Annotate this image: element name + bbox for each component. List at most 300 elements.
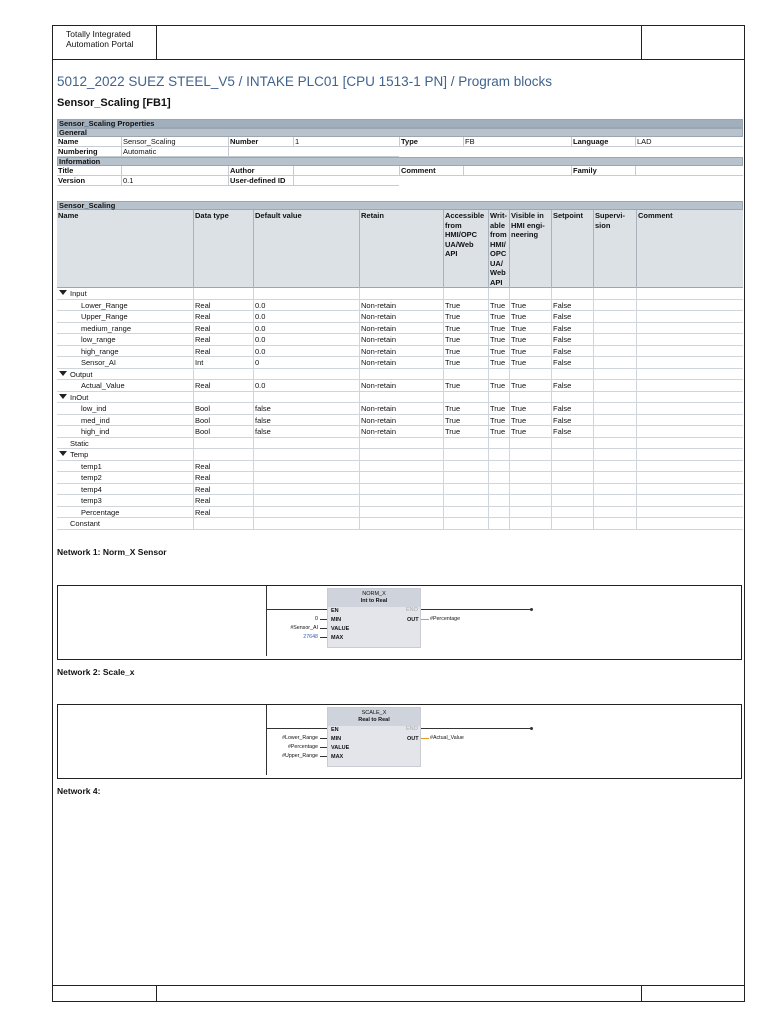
cell-default [253,449,359,461]
cell-setpoint: False [551,300,593,312]
cell-visible [509,472,551,484]
cell-writable [488,392,509,404]
cell-setpoint [551,518,593,530]
interface-section-row [57,288,743,300]
user-defined-id-value [293,176,399,186]
cell-visible: True [509,311,551,323]
cell-setpoint [551,392,593,404]
cell-comment [636,461,743,473]
cell-visible: True [509,415,551,427]
cell-accessible [443,507,488,519]
user-defined-id-label: User-defined ID [228,176,293,186]
cell-supervision [593,380,636,392]
comment-label: Comment [399,166,463,176]
cell-writable: True [488,403,509,415]
cell-datatype: Real [193,507,253,519]
cell-retain: Non-retain [359,334,443,346]
cell-setpoint [551,461,593,473]
interface-section-row [57,369,743,381]
cell-supervision [593,323,636,335]
properties-title: Sensor_Scaling Properties [57,119,743,128]
cell-supervision [593,484,636,496]
cell-default [253,484,359,496]
cell-setpoint [551,288,593,300]
comment-value [463,166,571,176]
cell-retain: Non-retain [359,403,443,415]
section-label: Input [70,289,87,298]
cell-writable [488,288,509,300]
cell-writable: True [488,415,509,427]
cell-accessible [443,484,488,496]
min-stub [320,619,327,620]
cell-setpoint [551,438,593,450]
cell-default [253,438,359,450]
section-label: Output [70,369,93,379]
cell-accessible [443,288,488,300]
min-pin: MIN [331,736,342,742]
cell-visible [509,449,551,461]
network-1-title: Network 1: Norm_X Sensor [57,547,167,557]
cell-datatype: Real [193,461,253,473]
cell-retain [359,288,443,300]
cell-supervision [593,426,636,438]
cell-name: med_ind [81,415,110,425]
cell-datatype: Bool [193,426,253,438]
table-row [57,426,743,438]
min-pin: MIN [331,617,342,623]
value-pin: VALUE [331,626,350,632]
cell-comment [636,369,743,381]
out-argument[interactable]: #Percentage [430,616,461,622]
author-value [293,166,399,176]
name-value: Sensor_Scaling [121,137,228,147]
cell-accessible [443,392,488,404]
max-pin: MAX [331,635,344,641]
cell-default: 0.0 [253,311,359,323]
table-row [57,518,743,530]
collapse-triangle-icon[interactable] [59,394,67,399]
language-value: LAD [635,137,743,147]
product-line-2: Automation Portal [66,39,134,49]
cell-default: 0.0 [253,346,359,358]
cell-default [253,461,359,473]
cell-supervision [593,507,636,519]
col-retain: Retain [359,210,443,288]
cell-default: false [253,426,359,438]
cell-retain: Non-retain [359,426,443,438]
value-pin: VALUE [331,745,350,751]
project-path-title: 5012_2022 SUEZ STEEL_V5 / INTAKE PLC01 [CPU 1513-1 PN] / Program blocks [57,74,552,89]
cell-default [253,507,359,519]
cell-comment [636,357,743,369]
collapse-triangle-icon[interactable] [59,451,67,456]
cell-visible: True [509,346,551,358]
cell-supervision [593,518,636,530]
cell-setpoint [551,472,593,484]
cell-visible [509,484,551,496]
col-default: Default value [253,210,359,288]
cell-accessible: True [443,426,488,438]
cell-comment [636,311,743,323]
cell-supervision [593,369,636,381]
value-argument[interactable]: #Percentage [287,744,318,750]
cell-accessible [443,472,488,484]
cell-name: Lower_Range [81,300,128,310]
cell-default: 0.0 [253,323,359,335]
cell-setpoint: False [551,334,593,346]
cell-writable [488,518,509,530]
cell-visible: True [509,403,551,415]
cell-datatype: Bool [193,415,253,427]
cell-comment [636,495,743,507]
block-type: Real to Real [358,716,390,723]
general-section: General [57,128,743,137]
cell-retain [359,507,443,519]
cell-supervision [593,449,636,461]
section-label: InOut [70,392,89,402]
cell-comment [636,484,743,496]
language-label: Language [571,137,635,147]
cell-writable: True [488,323,509,335]
cell-datatype [193,288,253,300]
out-stub [421,738,429,739]
cell-supervision [593,461,636,473]
cell-datatype: Real [193,334,253,346]
cell-datatype: Real [193,311,253,323]
max-stub [320,637,327,638]
cell-comment [636,288,743,300]
cell-name: Percentage [81,507,120,517]
cell-setpoint: False [551,346,593,358]
cell-setpoint: False [551,415,593,427]
en-pin: EN [331,727,339,733]
cell-writable [488,484,509,496]
cell-setpoint: False [551,357,593,369]
cell-visible [509,495,551,507]
cell-visible [509,518,551,530]
page-footer [53,985,744,1001]
col-name: Name [58,211,79,220]
footer-divider-1 [156,986,157,1002]
product-name [53,26,157,59]
network-2-title: Network 2: Scale_x [57,667,135,677]
cell-writable: True [488,426,509,438]
table-row [57,415,743,427]
cell-default [253,518,359,530]
numbering-filler [228,147,399,157]
block-name: SCALE_X [361,710,387,716]
table-row [57,300,743,312]
norm-x-block[interactable] [327,588,421,648]
cell-default: 0.0 [253,334,359,346]
cell-default: false [253,415,359,427]
col-accessible: Accessible from HMI/OPC UA/Web API [443,210,488,288]
cell-accessible [443,495,488,507]
cell-default [253,288,359,300]
cell-datatype: Int [193,357,253,369]
cell-name: high_range [81,346,119,356]
interface-table [57,201,743,530]
cell-setpoint: False [551,426,593,438]
col-supervision: Supervi-sion [593,210,636,288]
eno-wire [421,728,531,729]
number-value: 1 [293,137,399,147]
table-row [57,311,743,323]
cell-datatype: Real [193,300,253,312]
cell-datatype [193,392,253,404]
cell-comment [636,380,743,392]
max-argument[interactable]: #Upper_Range [282,753,318,759]
cell-comment [636,323,743,335]
cell-writable [488,369,509,381]
cell-datatype [193,438,253,450]
block-header [328,708,420,726]
cell-supervision [593,472,636,484]
out-pin: OUT [407,617,419,623]
cell-supervision [593,403,636,415]
cell-supervision [593,288,636,300]
scale-x-block[interactable] [327,707,421,767]
cell-writable [488,495,509,507]
cell-retain: Non-retain [359,311,443,323]
cell-accessible: True [443,311,488,323]
block-title: Sensor_Scaling [FB1] [57,97,171,109]
table-row [57,472,743,484]
interface-rows [57,288,743,530]
cell-name: Constant [70,519,101,528]
cell-retain [359,472,443,484]
cell-retain [359,438,443,450]
block-type: Int to Real [360,597,388,604]
cell-writable: True [488,346,509,358]
eno-pin: ENO [406,607,418,613]
cell-datatype: Real [193,495,253,507]
cell-writable [488,461,509,473]
cell-accessible: True [443,380,488,392]
col-writable: Writ-able from HMI/ OPC UA/ Web API [488,210,509,288]
cell-retain [359,392,443,404]
cell-default [253,472,359,484]
cell-supervision [593,392,636,404]
cell-accessible: True [443,334,488,346]
table-row [57,323,743,335]
version-label: Version [58,176,86,185]
cell-comment [636,334,743,346]
cell-setpoint [551,507,593,519]
cell-supervision [593,300,636,312]
cell-comment [636,403,743,415]
cell-comment [636,449,743,461]
numbering-value: Automatic [121,147,228,157]
cell-supervision [593,495,636,507]
interface-section-row [57,392,743,404]
cell-supervision [593,346,636,358]
cell-writable [488,449,509,461]
network-1-diagram [57,585,742,660]
table-row [57,334,743,346]
cell-name: Actual_Value [81,381,125,390]
cell-retain: Non-retain [359,380,443,392]
cell-setpoint [551,449,593,461]
interface-title: Sensor_Scaling [57,201,743,210]
cell-visible [509,369,551,381]
col-comment: Comment [636,210,743,288]
document-page [52,25,745,1002]
cell-comment [636,438,743,450]
numbering-label: Numbering [58,147,98,156]
cell-setpoint [551,484,593,496]
cell-datatype: Real [193,323,253,335]
cell-datatype: Real [193,484,253,496]
cell-default: 0.0 [253,380,359,392]
cell-accessible [443,369,488,381]
cell-writable [488,507,509,519]
cell-writable: True [488,334,509,346]
cell-writable: True [488,380,509,392]
author-label: Author [228,166,293,176]
cell-retain [359,495,443,507]
cell-name: low_range [81,335,116,344]
cell-datatype: Bool [193,403,253,415]
cell-datatype: Real [193,346,253,358]
table-row [57,484,743,496]
cell-name: low_ind [81,404,107,413]
cell-writable: True [488,300,509,312]
cell-retain [359,461,443,473]
table-row [57,346,743,358]
interface-section-row [57,449,743,461]
cell-comment [636,472,743,484]
cell-supervision [593,438,636,450]
en-wire [267,728,327,729]
general-row-2 [57,147,399,157]
cell-retain: Non-retain [359,357,443,369]
information-row-2 [57,176,399,186]
col-datatype: Data type [193,210,253,288]
cell-retain: Non-retain [359,300,443,312]
cell-default [253,495,359,507]
table-row [57,357,743,369]
cell-accessible [443,461,488,473]
general-row-1 [57,137,743,147]
table-row [57,507,743,519]
cell-default: 0.0 [253,300,359,312]
cell-comment [636,415,743,427]
cell-supervision [593,415,636,427]
cell-visible: True [509,300,551,312]
cell-setpoint: False [551,403,593,415]
value-stub [320,628,327,629]
min-argument[interactable]: #Lower_Range [282,735,318,741]
cell-setpoint: False [551,311,593,323]
cell-writable [488,472,509,484]
title-label: Title [58,166,74,175]
cell-visible [509,461,551,473]
cell-accessible [443,449,488,461]
cell-default [253,369,359,381]
header-divider [641,26,642,59]
cell-retain [359,518,443,530]
cell-visible: True [509,357,551,369]
cell-name [57,288,193,300]
collapse-triangle-icon[interactable] [59,371,67,376]
cell-name: medium_range [81,323,132,333]
out-argument[interactable]: #Actual_Value [430,735,464,741]
interface-header [57,210,743,288]
cell-comment [636,426,743,438]
value-argument[interactable]: #Sensor_AI [290,625,318,631]
footer-divider-2 [641,986,642,1002]
cell-name: temp3 [81,496,102,505]
type-label: Type [399,137,463,147]
cell-retain [359,484,443,496]
type-value: FB [463,137,571,147]
cell-name: high_ind [81,427,110,436]
cell-datatype: Real [193,472,253,484]
eno-pin: ENO [406,726,418,732]
wire-end [530,608,533,611]
cell-datatype [193,369,253,381]
cell-writable: True [488,357,509,369]
table-row [57,380,743,392]
product-line-1: Totally Integrated [66,29,131,39]
network-2-diagram [57,704,742,779]
family-label: Family [571,166,635,176]
cell-visible [509,288,551,300]
cell-name: Static [70,438,89,448]
cell-visible: True [509,334,551,346]
cell-datatype [193,518,253,530]
cell-visible [509,507,551,519]
cell-visible: True [509,323,551,335]
max-pin: MAX [331,754,344,760]
col-visible: Visible in HMI engi-neering [509,210,551,288]
table-row [57,495,743,507]
cell-retain: Non-retain [359,323,443,335]
cell-visible [509,392,551,404]
cell-name [57,449,193,461]
cell-name: temp1 [81,461,102,471]
information-section: Information [57,157,743,166]
cell-name: temp4 [81,484,102,494]
cell-writable [488,438,509,450]
table-row [57,403,743,415]
cell-retain [359,369,443,381]
cell-name: temp2 [81,473,102,482]
cell-default: false [253,403,359,415]
page-header [53,26,744,60]
min-stub [320,738,327,739]
collapse-triangle-icon[interactable] [59,290,67,295]
cell-accessible [443,438,488,450]
cell-default: 0 [253,357,359,369]
block-name: NORM_X [362,591,386,597]
max-argument[interactable]: 27648 [303,634,318,640]
cell-visible: True [509,380,551,392]
cell-name [57,392,193,404]
min-argument[interactable]: 0 [315,616,318,622]
cell-setpoint [551,369,593,381]
cell-name: Upper_Range [81,312,128,321]
cell-default [253,392,359,404]
cell-accessible: True [443,415,488,427]
col-setpoint: Setpoint [551,210,593,288]
version-value: 0.1 [121,176,228,186]
cell-accessible: True [443,300,488,312]
table-row [57,461,743,473]
cell-visible: True [509,426,551,438]
cell-accessible: True [443,346,488,358]
